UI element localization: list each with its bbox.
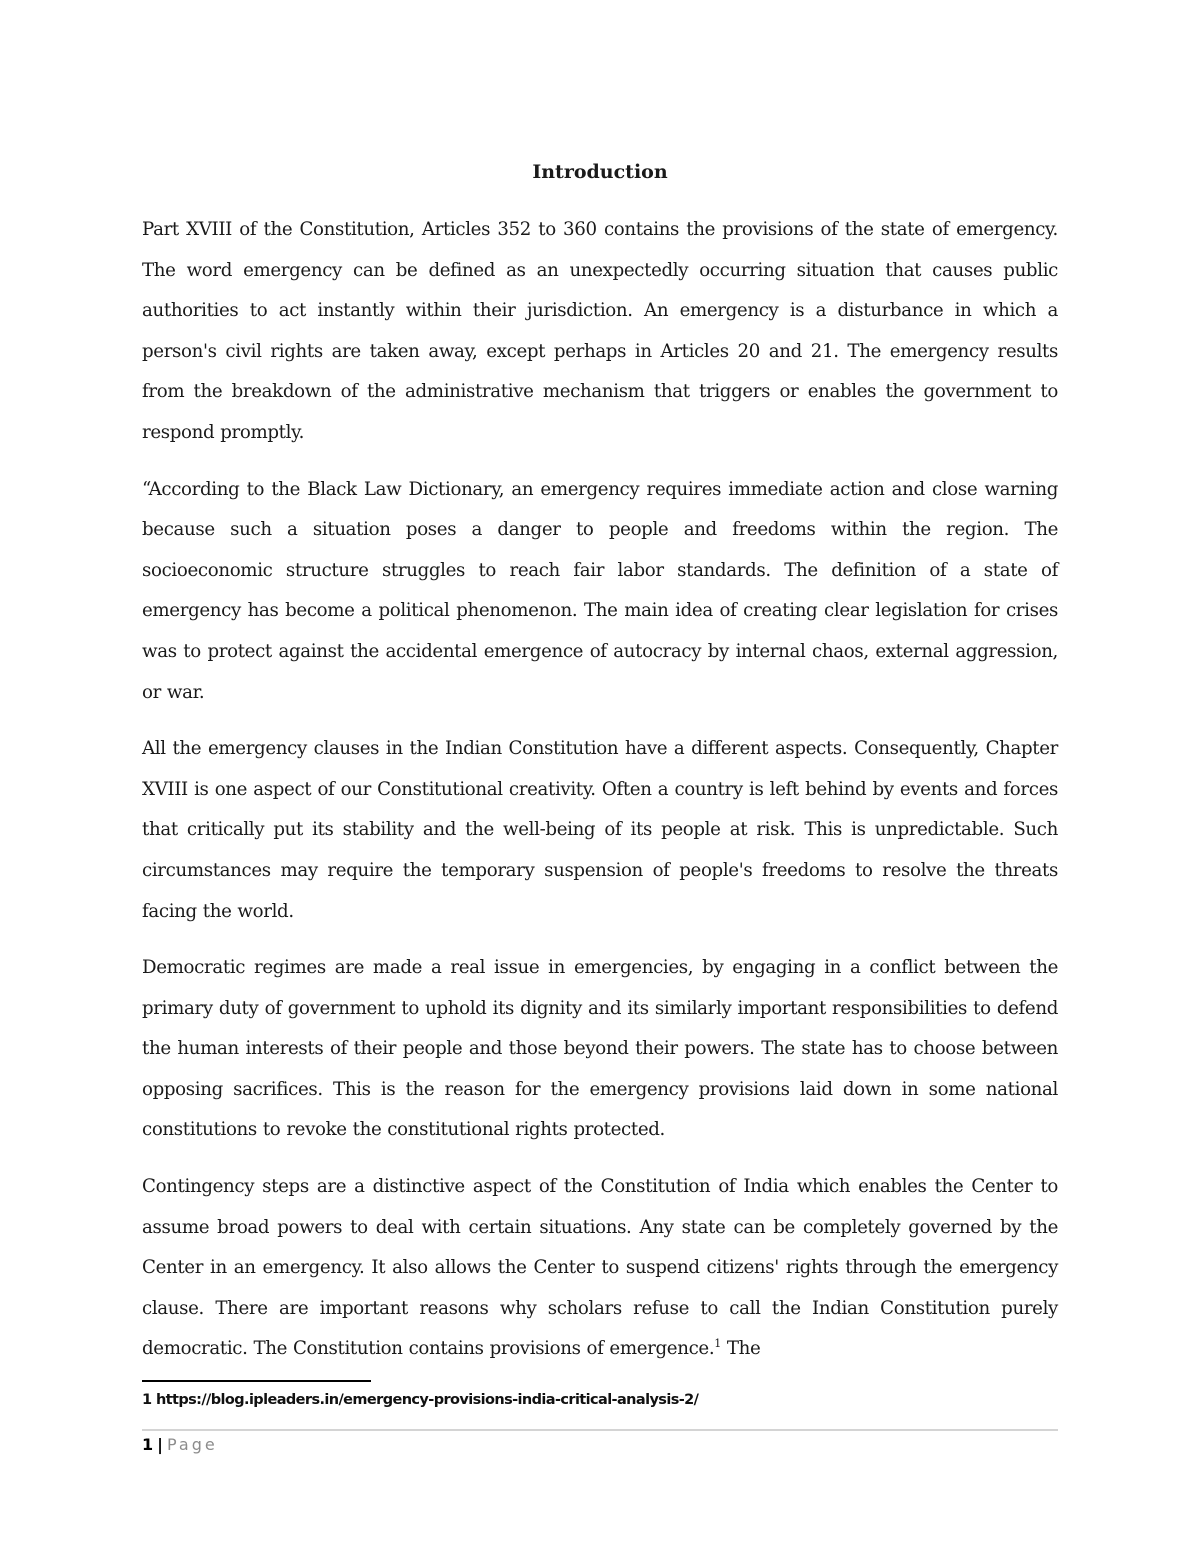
- paragraph-1: Part XVIII of the Constitution, Articles 352 to 360 contains the provisions of the state of emergency. The word emergency can be defined as an unexpectedly occurring situation that causes public authorities to act instantly within their jurisdiction. An emergency is a disturbance in which a person's civil rights are taken away, except perhaps in Articles 20 and 21. The emergency results from the breakdown of the administrative mechanism that triggers or enables the government to respond promptly.: [142, 219, 1058, 443]
- paragraph-4: Democratic regimes are made a real issue in emergencies, by engaging in a conflict between the primary duty of government to uphold its dignity and its similarly important responsibilities to defend the human interests of their people and those beyond their powers. The state has to choose between opposing sacrifices. This is the reason for the emergency provisions laid down in some national constitutions to revoke the constitutional rights protected.: [142, 957, 1058, 1141]
- footnote-number: 1: [142, 1392, 152, 1408]
- footnote: [142, 1388, 698, 1412]
- body-text: [142, 210, 1058, 1386]
- footnote-link[interactable]: https://blog.ipleaders.in/emergency-provisions-india-critical-analysis-2/: [155, 1392, 699, 1408]
- paragraph-5: [142, 1167, 1058, 1370]
- paragraph-5-text: Contingency steps are a distinctive aspect of the Constitution of India which enables the Center to assume broad powers to deal with certain situations. Any state can be completely governed by the Center in an emergency. It also allows the Center to suspend citizens' rights through the emergency clause. There are important reasons why scholars refuse to call the Indian Constitution purely democratic. The Constitution contains provisions of emergence.: [142, 1176, 1058, 1360]
- footnote-separator: [142, 1380, 371, 1382]
- footer-separator: |: [157, 1435, 163, 1454]
- page-number: 1: [142, 1435, 154, 1454]
- document-title: Introduction: [532, 161, 668, 183]
- paragraph-2: “According to the Black Law Dictionary, an emergency requires immediate action and close warning because such a situation poses a danger to people and freedoms within the region. The socioeconomic structure struggles to reach fair labor standards. The definition of a state of emergency has become a political phenomenon. The main idea of creating clear legislation for crises was to protect against the accidental emergence of autocracy by internal chaos, external aggression, or war.: [142, 478, 1058, 703]
- paragraph-3: All the emergency clauses in the Indian Constitution have a different aspects. Consequently, Chapter XVIII is one aspect of our Constitutional creativity. Often a country is left behind by events and forces that critically put its stability and the well-being of its people at risk. This is unpredictable. Such circumstances may require the temporary suspension of people's freedoms to resolve the threats facing the world.: [142, 738, 1058, 922]
- footnote-reference[interactable]: 1: [714, 1337, 721, 1351]
- footer-divider: [142, 1429, 1058, 1431]
- page-label: Page: [166, 1435, 218, 1454]
- page-footer: [142, 1432, 218, 1458]
- paragraph-5-continuation: The: [720, 1338, 761, 1360]
